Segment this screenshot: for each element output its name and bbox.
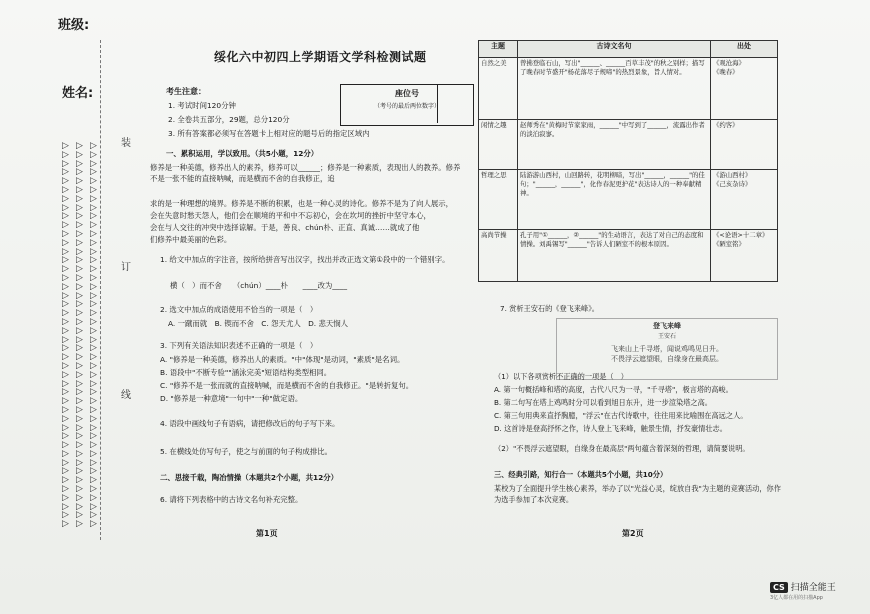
table-header-line: 古诗文名句 bbox=[518, 41, 711, 58]
table-cell-line[interactable]: 陆游游山西村，山回路转，花明柳暗，写出"______，______"的佳句；"______，______"，化作春泥更护花"表达诗人的一种奉献精神。 bbox=[518, 170, 711, 230]
scanner-logo-subtitle: 3亿人都在用的扫描App bbox=[770, 595, 823, 601]
question-2-options: A. 一蹴而就 B. 锲而不舍 C. 怨天尤人 D. 悲天悯人 bbox=[168, 319, 349, 328]
seat-title: 座位号 bbox=[395, 89, 419, 98]
question-7-2: （2）"不畏浮云遮望眼，自缘身在最高层"两句蕴含着深刻的哲理，请简要说明。 bbox=[494, 444, 750, 453]
table-cell-line[interactable]: 曾拂登临石山，写出"______、______百草丰茂"的秋之别样；描写了晚春时节盛开"杨花落尽子规啼"的热烈景象，旨人情对。 bbox=[518, 58, 711, 120]
notice-1: 1. 考试时间120分钟 bbox=[168, 101, 236, 110]
scanner-watermark bbox=[770, 580, 836, 601]
section-1-heading: 一、累积运用，学以致用。（共5小题，12分） bbox=[166, 149, 319, 158]
binding-mark-1: 装 bbox=[121, 138, 131, 149]
passage-line-5: 们修养中最美丽的色彩。 bbox=[150, 235, 232, 244]
question-7-a: A. 第一句概括峰和塔的高度，古代八尺为一寻，"千寻塔"，极言塔的高峻。 bbox=[494, 385, 733, 394]
notice-head: 考生注意： bbox=[166, 87, 206, 96]
passage-line-4: 会在与人交往的冲突中选择谅解。于是，善良、chún朴、正直、真诚……就成了他 bbox=[150, 223, 420, 232]
poem-title: 登飞来峰 bbox=[653, 322, 681, 330]
triangle-column-1: ▷ ▷ ▷ ▷ ▷ ▷ ▷ ▷ ▷ ▷ ▷ ▷ ▷ ▷ ▷ ▷ ▷ ▷ ▷ ▷ ▷ ▷ ▷ ▷ ▷ ▷ ▷ ▷ ▷ ▷ ▷ ▷ ▷ ▷ ▷ ▷ ▷ ▷ ▷ ▷ ▷ ▷ ▷ ▷ bbox=[62, 141, 69, 530]
seat-entry-field[interactable] bbox=[437, 85, 472, 123]
question-3-a: A. "修养是一种美德，修养出人的素质。"中"体现"是动词，"素质"是名词。 bbox=[160, 355, 405, 364]
triangle-column-3: ▷ ▷ ▷ ▷ ▷ ▷ ▷ ▷ ▷ ▷ ▷ ▷ ▷ ▷ ▷ ▷ ▷ ▷ ▷ ▷ ▷ ▷ ▷ ▷ ▷ ▷ ▷ ▷ ▷ ▷ ▷ ▷ ▷ ▷ ▷ ▷ ▷ ▷ ▷ ▷ ▷ ▷ ▷ ▷ bbox=[90, 141, 97, 530]
poem-fill-table bbox=[478, 40, 778, 282]
section-3-heading: 三、经典引路，知行合一（本题共5个小题，共10分） bbox=[494, 470, 668, 479]
binding-line bbox=[100, 40, 101, 540]
notice-3: 3. 所有答案都必须写在答题卡上相对应的题号后的指定区域内 bbox=[168, 129, 370, 138]
table-cell-theme: 高尚节操 bbox=[479, 230, 518, 282]
question-5: 5. 在横线处仿写句子，使之与前面的句子构成排比。 bbox=[160, 447, 332, 456]
table-row bbox=[479, 58, 778, 120]
table-row bbox=[479, 170, 778, 230]
question-3-c: C. "修养不是一张而就的直接呐喊，而是横而不舍的自我修正。"是转折复句。 bbox=[160, 381, 414, 390]
question-7-c: C. 第三句用典来直抒胸臆，"浮云"在古代诗歌中，往往用来比喻围在高远之人。 bbox=[494, 411, 748, 420]
name-label: 姓名: bbox=[62, 86, 94, 101]
question-2: 2. 选文中加点的成语使用不恰当的一项是（ ） bbox=[160, 305, 318, 314]
poem-line-1: 飞来山上千寻塔，闻说鸡鸣见日升。 bbox=[611, 345, 723, 353]
scanner-logo-icon: CS bbox=[770, 582, 788, 593]
seat-subtitle: （考号的最后两位数字） bbox=[373, 103, 440, 110]
section-3-description: 某校为了全面提升学生核心素养，举办了以"光益心灵，绽放自我"为主题的竞赛活动，你作为选手参加了本次竞赛。 bbox=[494, 484, 781, 504]
question-6: 6. 请将下列表格中的古诗文名句补充完整。 bbox=[160, 495, 303, 504]
binding-mark-3: 线 bbox=[121, 390, 131, 401]
section-2-heading: 二、思接千载，陶冶情操（本题共2个小题，共12分） bbox=[160, 473, 339, 482]
page-number-1: 第1页 bbox=[256, 529, 278, 538]
question-7-1: （1）以下各项赏析不正确的一项是（ ） bbox=[494, 372, 628, 381]
question-7: 7. 赏析王安石的《登飞来峰》。 bbox=[500, 304, 599, 313]
table-cell-line[interactable]: 赵师秀在"黄梅时节家家雨，______"中写到了______，流露出作者的淡泊寂寥。 bbox=[518, 120, 711, 170]
question-7-d: D. 这首诗是登高抒怀之作，诗人登上飞来峰，触景生情，抒发豪情壮志。 bbox=[494, 424, 727, 433]
binding-mark-2: 订 bbox=[121, 262, 131, 273]
page-number-2: 第2页 bbox=[622, 529, 644, 538]
table-cell-line[interactable]: 孔子用"①______，②______"的生动语言，表达了对自己的态度和情操。刘禹锡写"______"告诉人们陋室不的根本原因。 bbox=[518, 230, 711, 282]
question-7-b: B. 第二句写在塔上鸡鸣时分可以看到旭日东升，进一步渲染塔之高。 bbox=[494, 398, 712, 407]
passage-line-2: 求的是一种理想的境界。修养是不断的积累，也是一种心灵的诗化。修养不是为了向人展示， bbox=[150, 199, 454, 208]
table-row bbox=[479, 120, 778, 170]
table-cell-source: 《游山西村》 《己亥杂诗》 bbox=[711, 170, 778, 230]
question-3: 3. 下列有关语法知识表述不正确的一项是（ ） bbox=[160, 341, 318, 350]
question-1: 1. 给文中加点的字注音，按所给拼音写出汉字，找出并改正选文第①段中的一个错别字。 bbox=[160, 255, 450, 264]
scanner-logo-text: 扫描全能王 bbox=[790, 583, 836, 593]
question-3-d: D. "修养是一种意境"一句中"一种"做定语。 bbox=[160, 394, 303, 403]
passage-line-1: 修养是一种美德，修养出人的素养，修养可以______；修养是一种素质，表现出人的教养。修养不是一张不能的直接呐喊，而是横而不舍的自我修正，追 bbox=[150, 163, 461, 183]
table-row bbox=[479, 230, 778, 282]
question-1-items: 横（ ）而不舍 （chún）____朴 ____改为____ bbox=[170, 281, 348, 290]
question-3-b: B. 语段中"不断专验""涵泳完美"短语结构类型相同。 bbox=[160, 368, 332, 377]
seat-number-box bbox=[340, 84, 474, 126]
table-cell-theme: 哲理之思 bbox=[479, 170, 518, 230]
passage-line-3: 会在失意时愁天怨人，他们会在顺境的平和中不忘初心，会在坎坷的挫折中坚守本心， bbox=[150, 211, 431, 220]
poem-author: 王安石 bbox=[657, 333, 676, 340]
question-4: 4. 语段中画线句子有语病，请把修改后的句子写下来。 bbox=[160, 419, 340, 428]
class-label: 班级: bbox=[58, 18, 90, 33]
table-header-theme: 主题 bbox=[479, 41, 518, 58]
table-cell-source: 《约客》 bbox=[711, 120, 778, 170]
table-header-source: 出处 bbox=[711, 41, 778, 58]
poem-line-2: 不畏浮云遮望眼，自缘身在最高层。 bbox=[611, 355, 723, 363]
table-cell-source: 《观沧海》 《晚春》 bbox=[711, 58, 778, 120]
table-cell-source: 《<论语>十二章》 《陋室铭》 bbox=[711, 230, 778, 282]
notice-2: 2. 全卷共五部分，29题，总分120分 bbox=[168, 115, 290, 124]
exam-title: 绥化六中初四上学期语文学科检测试题 bbox=[214, 50, 427, 64]
poem-box bbox=[556, 318, 778, 380]
table-cell-theme: 自然之美 bbox=[479, 58, 518, 120]
triangle-column-2: ▷ ▷ ▷ ▷ ▷ ▷ ▷ ▷ ▷ ▷ ▷ ▷ ▷ ▷ ▷ ▷ ▷ ▷ ▷ ▷ ▷ ▷ ▷ ▷ ▷ ▷ ▷ ▷ ▷ ▷ ▷ ▷ ▷ ▷ ▷ ▷ ▷ ▷ ▷ ▷ ▷ ▷ ▷ ▷ bbox=[76, 141, 83, 530]
binding-margin bbox=[0, 0, 131, 560]
table-cell-theme: 闲情之趣 bbox=[479, 120, 518, 170]
